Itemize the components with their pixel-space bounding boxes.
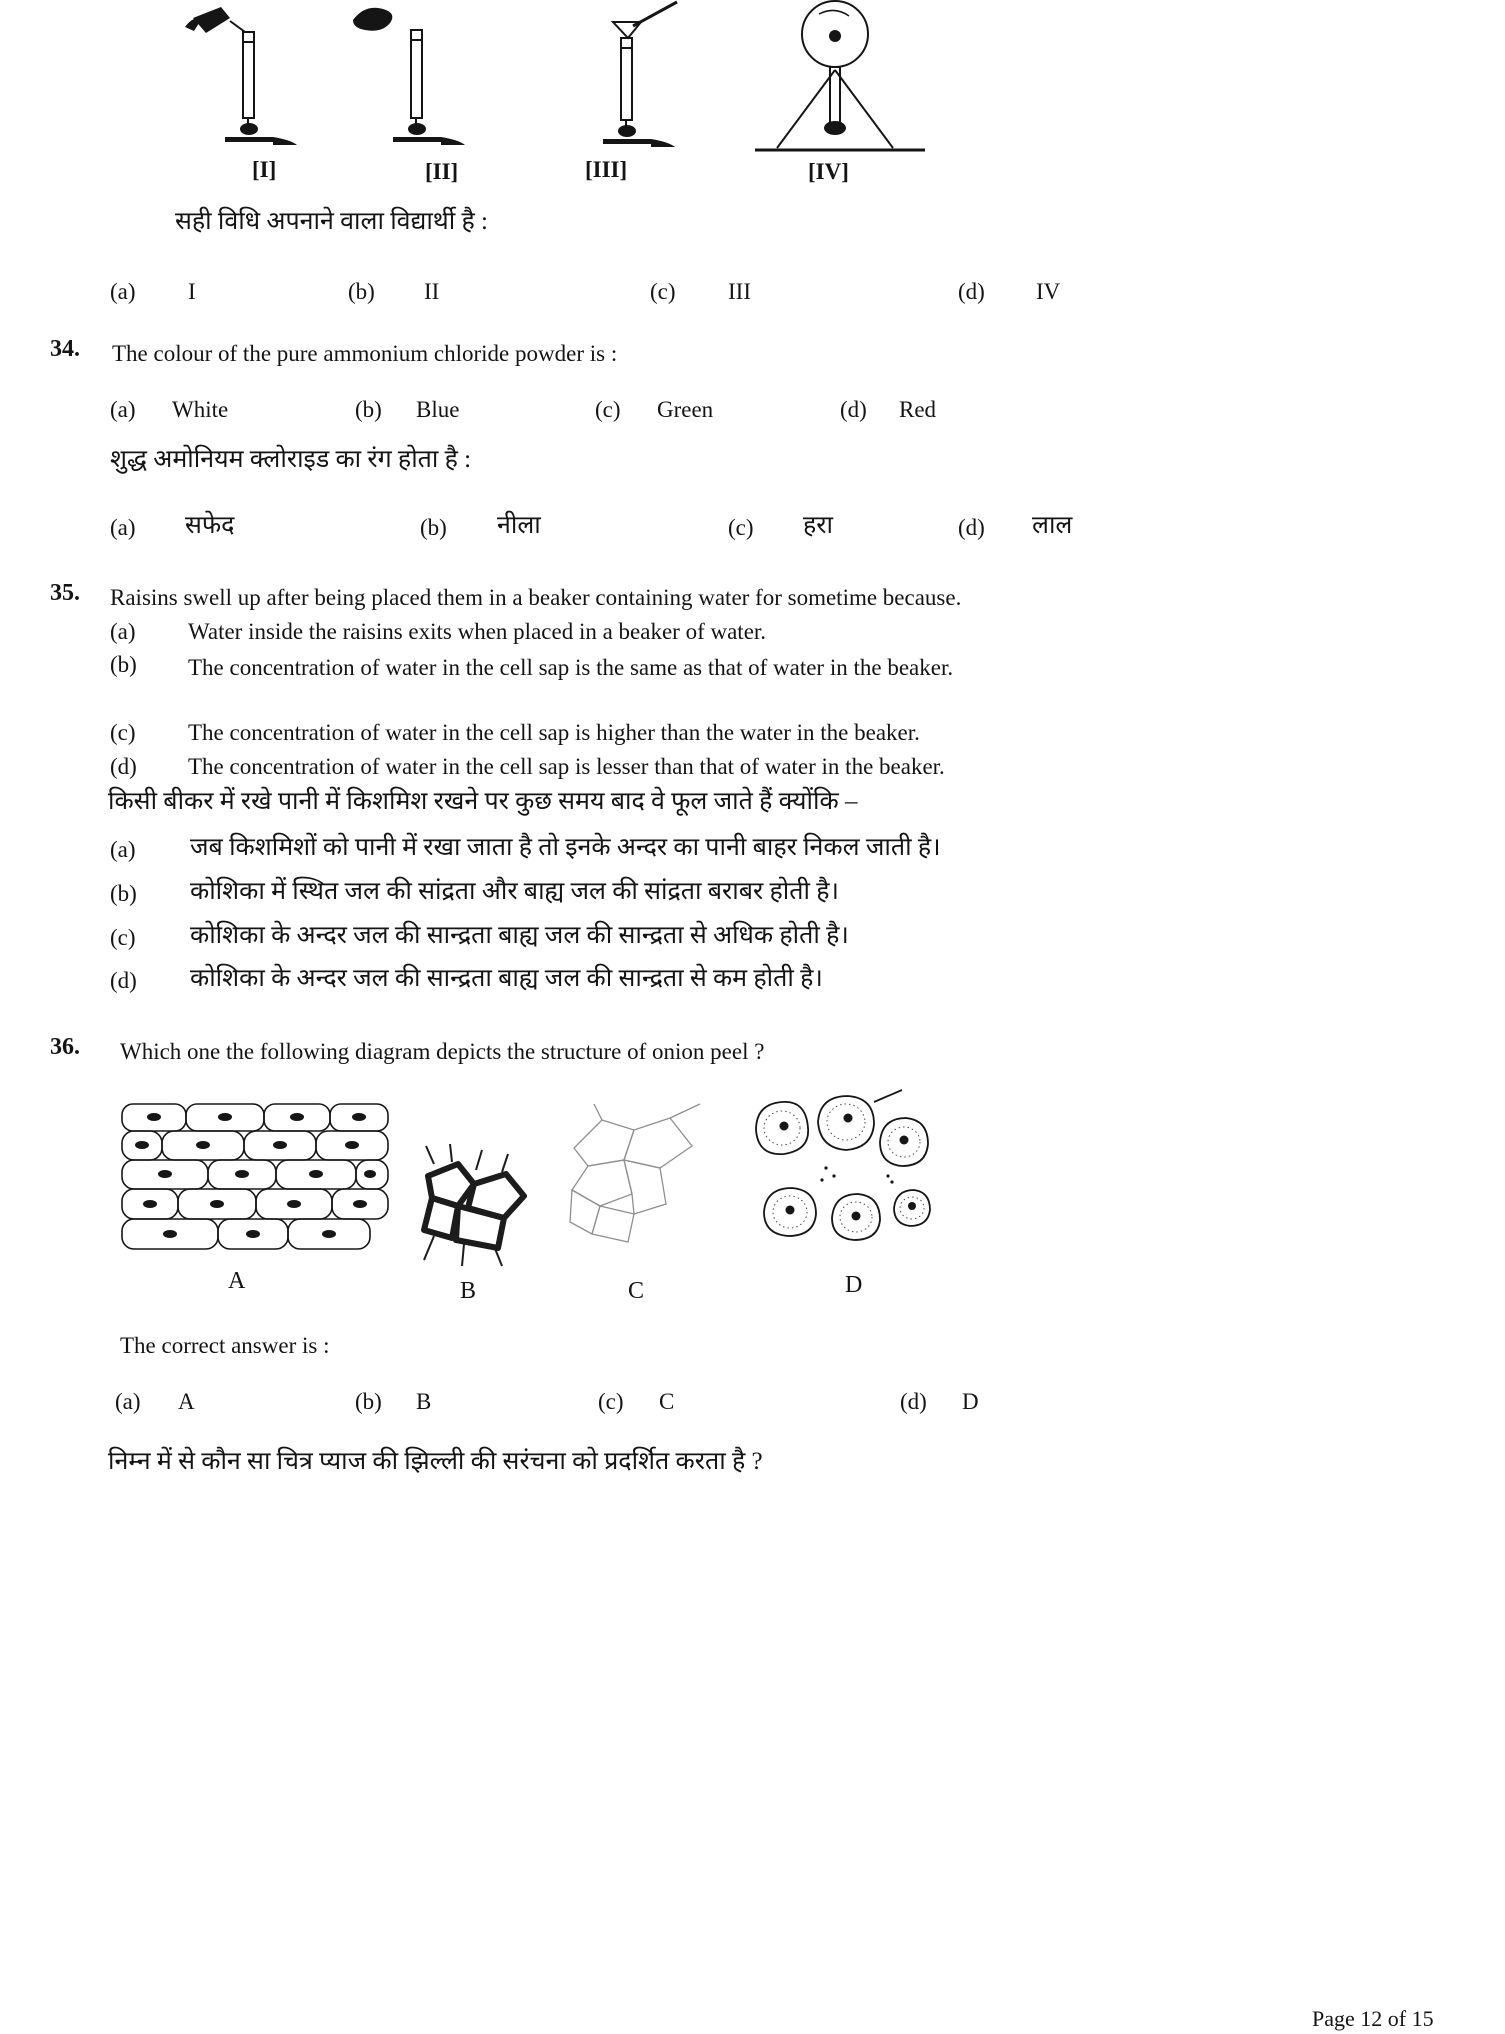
q36-option-b-label: B — [416, 1389, 432, 1414]
q34-option-d-label: Red — [899, 397, 937, 422]
q35-option-c-key-hindi: (c) — [110, 925, 136, 950]
q34-question-hindi: शुद्ध अमोनियम क्लोराइड का रंग होता है : — [110, 446, 472, 473]
q33-option-c-label: III — [728, 279, 751, 304]
q36-question-hindi: निम्न में से कौन सा चित्र प्याज की झिल्ली की सरंचना को प्रदर्शित करता है ? — [108, 1448, 763, 1475]
burette-setup-figure-3 — [553, 0, 685, 162]
q36-question-en: Which one the following diagram depicts the structure of onion peel ? — [120, 1039, 765, 1064]
q36-option-d-key: (d) — [900, 1389, 927, 1414]
cell-diagram-A — [118, 1100, 393, 1260]
q36-option-a-label: A — [178, 1389, 195, 1414]
q34-option-d-label-hindi: लाल — [1032, 512, 1073, 539]
q34-number: 34. — [50, 336, 80, 362]
q34-option-d-key: (d) — [840, 397, 867, 422]
q34-option-a-key: (a) — [110, 397, 136, 422]
q34-option-a-label-hindi: सफेद — [185, 512, 235, 539]
q36-option-d-label: D — [962, 1389, 979, 1414]
q35-number: 35. — [50, 580, 80, 606]
q35-question-hindi: किसी बीकर में रखे पानी में किशमिश रखने पर कुछ समय बाद वे फूल जाते हैं क्योंकि – — [108, 788, 858, 815]
cell-diagram-B — [404, 1140, 546, 1274]
q35-option-b-text-hindi: कोशिका में स्थित जल की सांद्रता और बाह्य जल की सांद्रता बराबर होती है। — [190, 878, 839, 905]
diagram-D-label: D — [845, 1272, 863, 1298]
q35-option-c-text: The concentration of water in the cell sap is higher than the water in the beaker. — [188, 720, 920, 745]
diagram-C-label: C — [628, 1278, 645, 1304]
q34-option-c-key-hindi: (c) — [728, 515, 754, 540]
diagram-A-label: A — [228, 1268, 246, 1294]
burette-setup-figure-1 — [183, 2, 305, 160]
q35-option-a-text-hindi: जब किशमिशों को पानी में रखा जाता है तो इनके अन्दर का पानी बाहर निकल जाती है। — [190, 834, 941, 861]
q34-option-a-key-hindi: (a) — [110, 515, 136, 540]
cell-diagram-C — [562, 1102, 704, 1254]
cell-diagram-D — [742, 1088, 940, 1266]
q34-option-c-key: (c) — [595, 397, 621, 422]
q33-prompt-hindi: सही विधि अपनाने वाला विद्यार्थी है : — [175, 208, 488, 235]
q35-option-b-key: (b) — [110, 652, 137, 677]
q34-option-c-label-hindi: हरा — [803, 512, 833, 539]
q35-option-d-key: (d) — [110, 754, 137, 779]
q36-answer-prompt: The correct answer is : — [120, 1333, 330, 1358]
q35-question-en: Raisins swell up after being placed them in a beaker containing water for sometime because. — [110, 585, 962, 610]
q33-option-b-label: II — [424, 279, 440, 304]
q35-option-d-key-hindi: (d) — [110, 968, 137, 993]
q35-option-d-text-hindi: कोशिका के अन्दर जल की सान्द्रता बाह्य जल की सान्द्रता से कम होती है। — [190, 965, 823, 992]
q35-option-b-text: The concentration of water in the cell sap is the same as that of water in the beaker. — [188, 655, 954, 680]
q35-option-a-key-hindi: (a) — [110, 837, 136, 862]
figure-2-label: [II] — [425, 159, 459, 184]
q34-option-b-key: (b) — [355, 397, 382, 422]
q34-option-b-key-hindi: (b) — [420, 515, 447, 540]
q36-number: 36. — [50, 1034, 80, 1060]
q36-option-c-label: C — [659, 1389, 675, 1414]
q35-option-a-key: (a) — [110, 619, 136, 644]
diagram-B-label: B — [460, 1278, 477, 1304]
figure-4-label: [IV] — [808, 159, 849, 184]
q34-option-b-label-hindi: नीला — [497, 512, 541, 539]
q33-option-d-key: (d) — [958, 279, 985, 304]
q35-option-c-key: (c) — [110, 720, 136, 745]
page-footer: Page 12 of 15 — [1312, 2006, 1434, 2031]
q35-option-d-text: The concentration of water in the cell sap is lesser than that of water in the beaker. — [188, 754, 945, 779]
q33-option-a-key: (a) — [110, 279, 136, 304]
q35-option-a-text: Water inside the raisins exits when placed in a beaker of water. — [188, 619, 767, 644]
q34-option-c-label: Green — [657, 397, 714, 422]
q33-option-a-label: I — [188, 279, 196, 304]
q33-option-d-label: IV — [1036, 279, 1061, 304]
q33-option-b-key: (b) — [348, 279, 375, 304]
q34-option-b-label: Blue — [416, 397, 460, 422]
q36-option-c-key: (c) — [598, 1389, 624, 1414]
q33-option-c-key: (c) — [650, 279, 676, 304]
burette-setup-figure-4 — [735, 0, 933, 162]
q34-question-en: The colour of the pure ammonium chloride powder is : — [112, 341, 618, 366]
q35-option-c-text-hindi: कोशिका के अन्दर जल की सान्द्रता बाह्य जल की सान्द्रता से अधिक होती है। — [190, 922, 849, 949]
figure-1-label: [I] — [252, 157, 277, 182]
figure-3-label: [III] — [585, 157, 628, 182]
burette-setup-figure-2 — [345, 2, 477, 160]
q35-option-b-key-hindi: (b) — [110, 881, 137, 906]
q34-option-d-key-hindi: (d) — [958, 515, 985, 540]
q36-option-b-key: (b) — [355, 1389, 382, 1414]
q36-option-a-key: (a) — [115, 1389, 141, 1414]
q34-option-a-label: White — [172, 397, 229, 422]
